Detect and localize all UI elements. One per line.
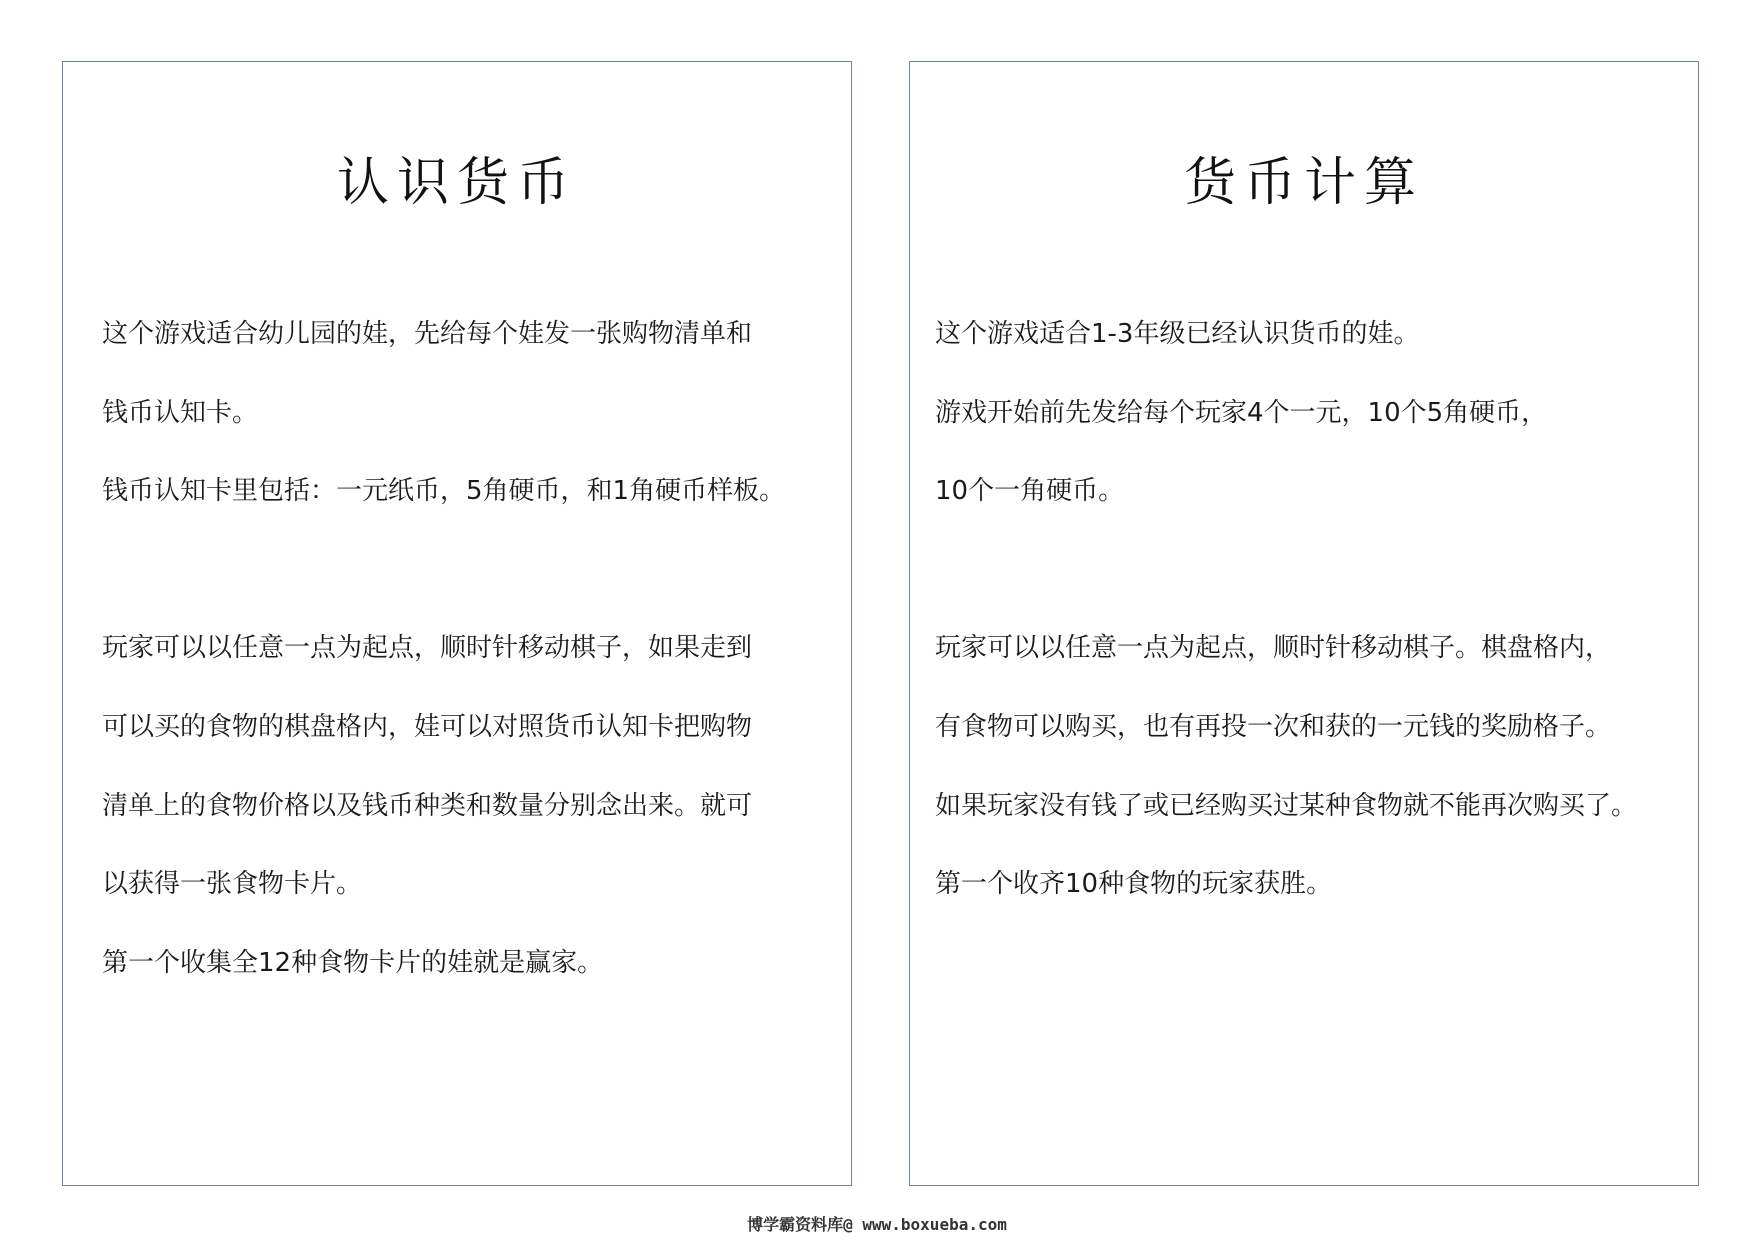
paragraph-line: 可以买的食物的棋盘格内，娃可以对照货币认知卡把购物 [102,711,753,742]
card-body [102,318,822,1025]
paragraph-line: 以获得一张食物卡片。 [102,869,363,900]
paragraph-line: 清单上的食物价格以及钱币种类和数量分别念出来。就可 [102,790,753,821]
card-body [935,318,1695,947]
card-title: 货币计算 [1183,153,1424,213]
blank-line [102,554,822,633]
blank-line [935,554,1695,633]
paragraph-line: 钱币认知卡里包括：一元纸币，5角硬币，和1角硬币样板。 [102,476,786,507]
paragraph-line: 第一个收齐10种食物的玩家获胜。 [935,869,1333,900]
paragraph-line: 第一个收集全12种食物卡片的娃就是赢家。 [102,947,604,978]
card-recognize-currency [62,61,852,1186]
paragraph-line: 钱币认知卡。 [102,397,259,428]
paragraph-line: 这个游戏适合1-3年级已经认识货币的娃。 [935,319,1420,349]
paragraph-line: 这个游戏适合幼儿园的娃，先给每个娃发一张购物清单和 [102,319,753,349]
card-currency-calculation [909,61,1699,1186]
footer-watermark: 博学霸资料库@ www.boxueba.com [747,1215,1007,1234]
paragraph-line: 如果玩家没有钱了或已经购买过某种食物就不能再次购买了。 [935,790,1638,821]
paragraph-line: 玩家可以以任意一点为起点，顺时针移动棋子，如果走到 [102,633,753,664]
paragraph-line: 10个一角硬币。 [935,476,1125,507]
card-title: 认识货币 [336,153,577,213]
paragraph-line: 玩家可以以任意一点为起点，顺时针移动棋子。棋盘格内， [935,633,1612,664]
paragraph-line: 游戏开始前先发给每个玩家4个一元，10个5角硬币， [935,397,1548,428]
paragraph-line: 有食物可以购买，也有再投一次和获的一元钱的奖励格子。 [935,711,1612,742]
